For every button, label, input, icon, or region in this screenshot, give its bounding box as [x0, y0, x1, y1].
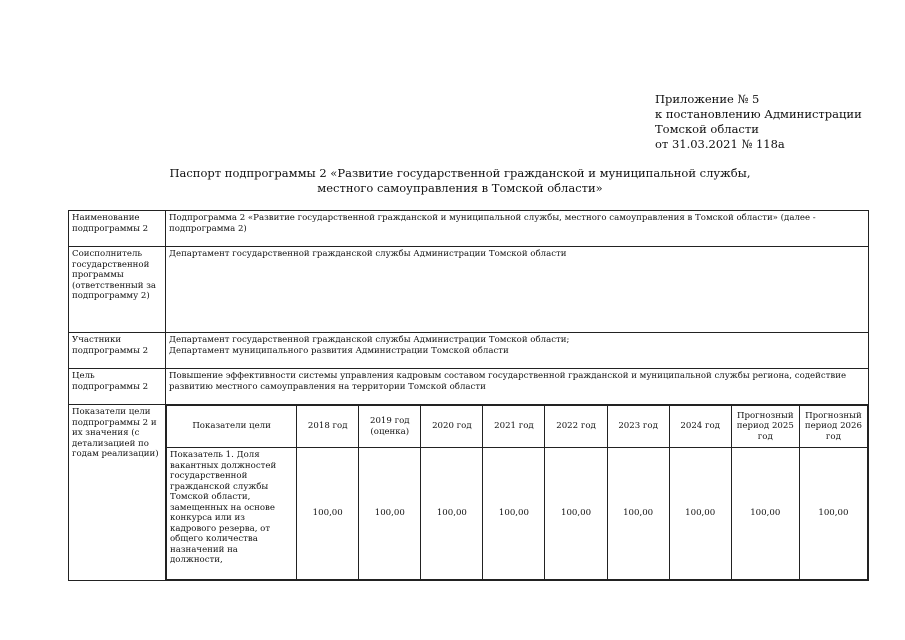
title-line: Паспорт подпрограммы 2 «Развитие государственной гражданской и муниципальной службы,: [169, 166, 751, 180]
column-header: 2021 год: [483, 406, 545, 448]
table-row: [69, 369, 869, 405]
indicators-cell: [166, 405, 869, 581]
column-header: 2023 год: [607, 406, 669, 448]
appendix-line: Приложение № 5: [655, 92, 760, 106]
participant-line: Департамент муниципального развития Администрации Томской области: [169, 345, 509, 356]
indicator-name: Показатель 1. Доля вакантных должностей государственной гражданской службы Томской области, замещенных на основе конкурса или из кадрового резерва, от общего количества назначений на должности,: [167, 448, 297, 580]
indicator-value: 100,00: [297, 448, 359, 580]
row-label: Цель подпрограммы 2: [69, 369, 166, 405]
column-header: 2022 год: [545, 406, 607, 448]
indicators-header-row: [167, 406, 868, 448]
table-row: [69, 405, 869, 581]
appendix-block: [655, 92, 862, 152]
row-value: Департамент государственной гражданской службы Администрации Томской области: [166, 247, 869, 333]
column-header: 2024 год: [669, 406, 731, 448]
column-header: Прогнозный период 2025 год: [731, 406, 799, 448]
appendix-line: к постановлению Администрации: [655, 107, 862, 121]
table-row: [167, 448, 868, 580]
table-row: [69, 211, 869, 247]
row-label: Наименование подпрограммы 2: [69, 211, 166, 247]
row-label: Показатели цели подпрограммы 2 и их значения (с детализацией по годам реализации): [69, 405, 166, 581]
title-line: местного самоуправления в Томской области»: [317, 181, 603, 195]
appendix-line: от 31.03.2021 № 118а: [655, 137, 785, 151]
document-title: [140, 166, 780, 196]
appendix-line: Томской области: [655, 122, 759, 136]
column-header: Показатели цели: [167, 406, 297, 448]
indicator-value: 100,00: [669, 448, 731, 580]
column-header: 2018 год: [297, 406, 359, 448]
row-label: Соисполнитель государственной программы (ответственный за подпрограмму 2): [69, 247, 166, 333]
indicator-value: 100,00: [421, 448, 483, 580]
column-header: 2020 год: [421, 406, 483, 448]
participant-line: Департамент государственной гражданской службы Администрации Томской области;: [169, 335, 570, 345]
indicator-value: 100,00: [799, 448, 867, 580]
indicator-value: 100,00: [359, 448, 421, 580]
indicator-value: 100,00: [731, 448, 799, 580]
column-header: Прогнозный период 2026 год: [799, 406, 867, 448]
row-value: Подпрограмма 2 «Развитие государственной гражданской и муниципальной службы, местного самоуправления в Томской области» (далее - подпрограмма 2): [166, 211, 869, 247]
indicator-value: 100,00: [545, 448, 607, 580]
indicators-table: [166, 405, 868, 580]
passport-table: [68, 210, 869, 581]
row-label: Участники подпрограммы 2: [69, 333, 166, 369]
indicator-value: 100,00: [607, 448, 669, 580]
table-row: [69, 333, 869, 369]
row-value: [166, 333, 869, 369]
indicator-value: 100,00: [483, 448, 545, 580]
row-value: Повышение эффективности системы управления кадровым составом государственной гражданской и муниципальной службы региона, содействие развитию местного самоуправления на территории Томской области: [166, 369, 869, 405]
table-row: [69, 247, 869, 333]
column-header: 2019 год (оценка): [359, 406, 421, 448]
